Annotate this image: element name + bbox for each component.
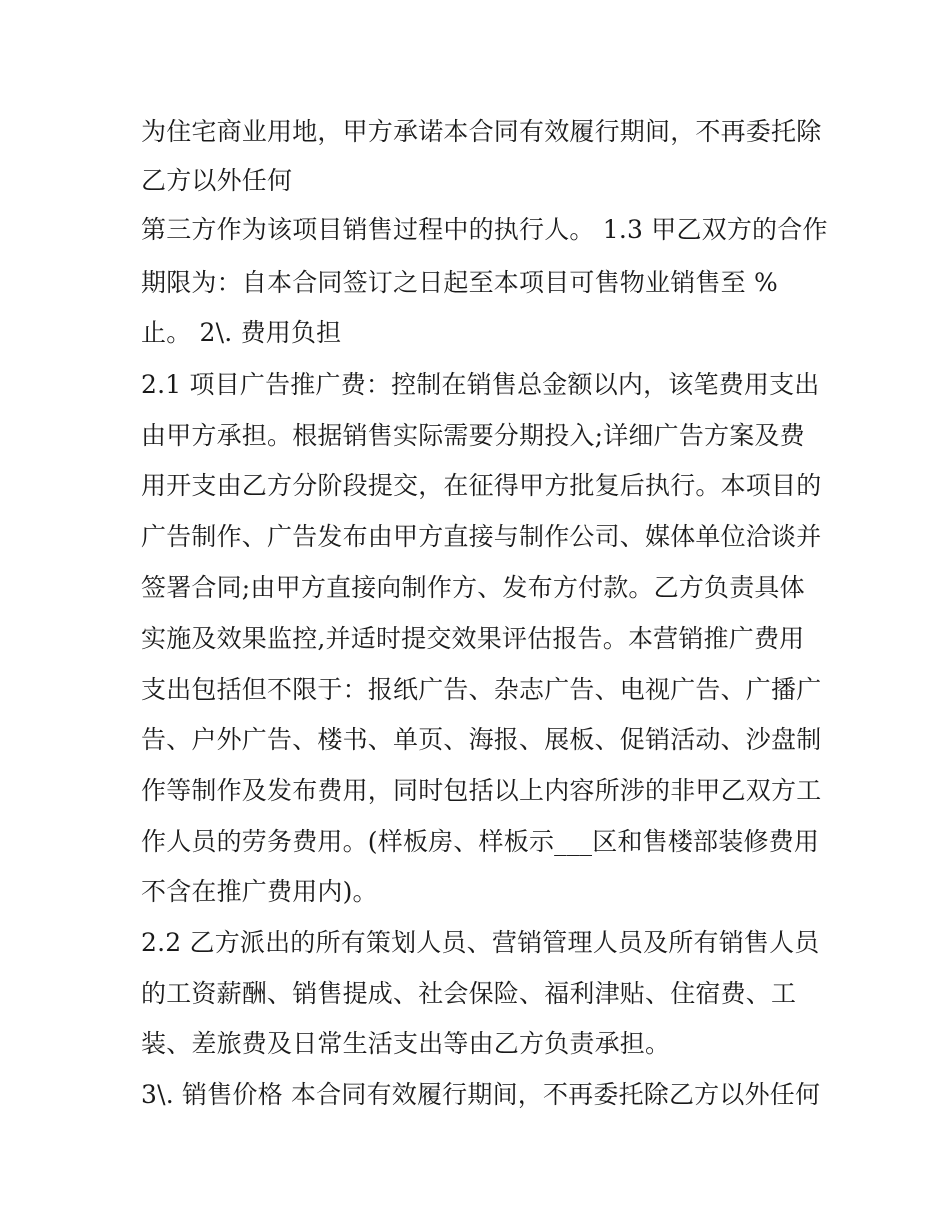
text-line: 用开支由乙方分阶段提交，在征得甲方批复后执行。本项目的 bbox=[141, 471, 822, 500]
text-line: 实施及效果监控,并适时提交效果评估报告。本营销推广费用 bbox=[141, 624, 805, 653]
text-line: 2.2 乙方派出的所有策划人员、营销管理人员及所有销售人员 bbox=[141, 928, 820, 957]
text-line: 由甲方承担。根据销售实际需要分期投入;详细广告方案及费 bbox=[141, 421, 805, 450]
text-line: 作等制作及发布费用，同时包括以上内容所涉的非甲乙双方工 bbox=[141, 776, 822, 805]
text-line: 作人员的劳务费用。(样板房、样板示___区和售楼部装修费用 bbox=[141, 827, 820, 856]
text-line: 不含在推广费用内)。 bbox=[141, 877, 378, 906]
text-line: 广告制作、广告发布由甲方直接与制作公司、媒体单位洽谈并 bbox=[141, 522, 822, 551]
text-line: 告、户外广告、楼书、单页、海报、展板、促销活动、沙盘制 bbox=[141, 725, 822, 754]
text-line: 装、差旅费及日常生活支出等由乙方负责承担。 bbox=[141, 1029, 671, 1058]
text-line: 支出包括但不限于：报纸广告、杂志广告、电视广告、广播广 bbox=[141, 675, 822, 704]
text-line: 第三方作为该项目销售过程中的执行人。 1.3 甲乙双方的合作 bbox=[141, 215, 828, 244]
text-line: 期限为：自本合同签订之日起至本项目可售物业销售至 % bbox=[141, 268, 778, 297]
text-line: 签署合同;由甲方直接向制作方、发布方付款。乙方负责具体 bbox=[141, 573, 805, 602]
text-line: 为住宅商业用地，甲方承诺本合同有效履行期间，不再委托除 bbox=[141, 117, 822, 146]
text-line: 的工资薪酬、销售提成、社会保险、福利津贴、住宿费、工 bbox=[141, 979, 797, 1008]
text-line: 乙方以外任何 bbox=[141, 166, 293, 195]
text-line: 2.1 项目广告推广费：控制在销售总金额以内，该笔费用支出 bbox=[141, 370, 820, 399]
section-heading: 止。 2\. 费用负担 bbox=[141, 318, 342, 347]
section-heading: 3\. 销售价格 本合同有效履行期间，不再委托除乙方以外任何 bbox=[141, 1080, 821, 1109]
